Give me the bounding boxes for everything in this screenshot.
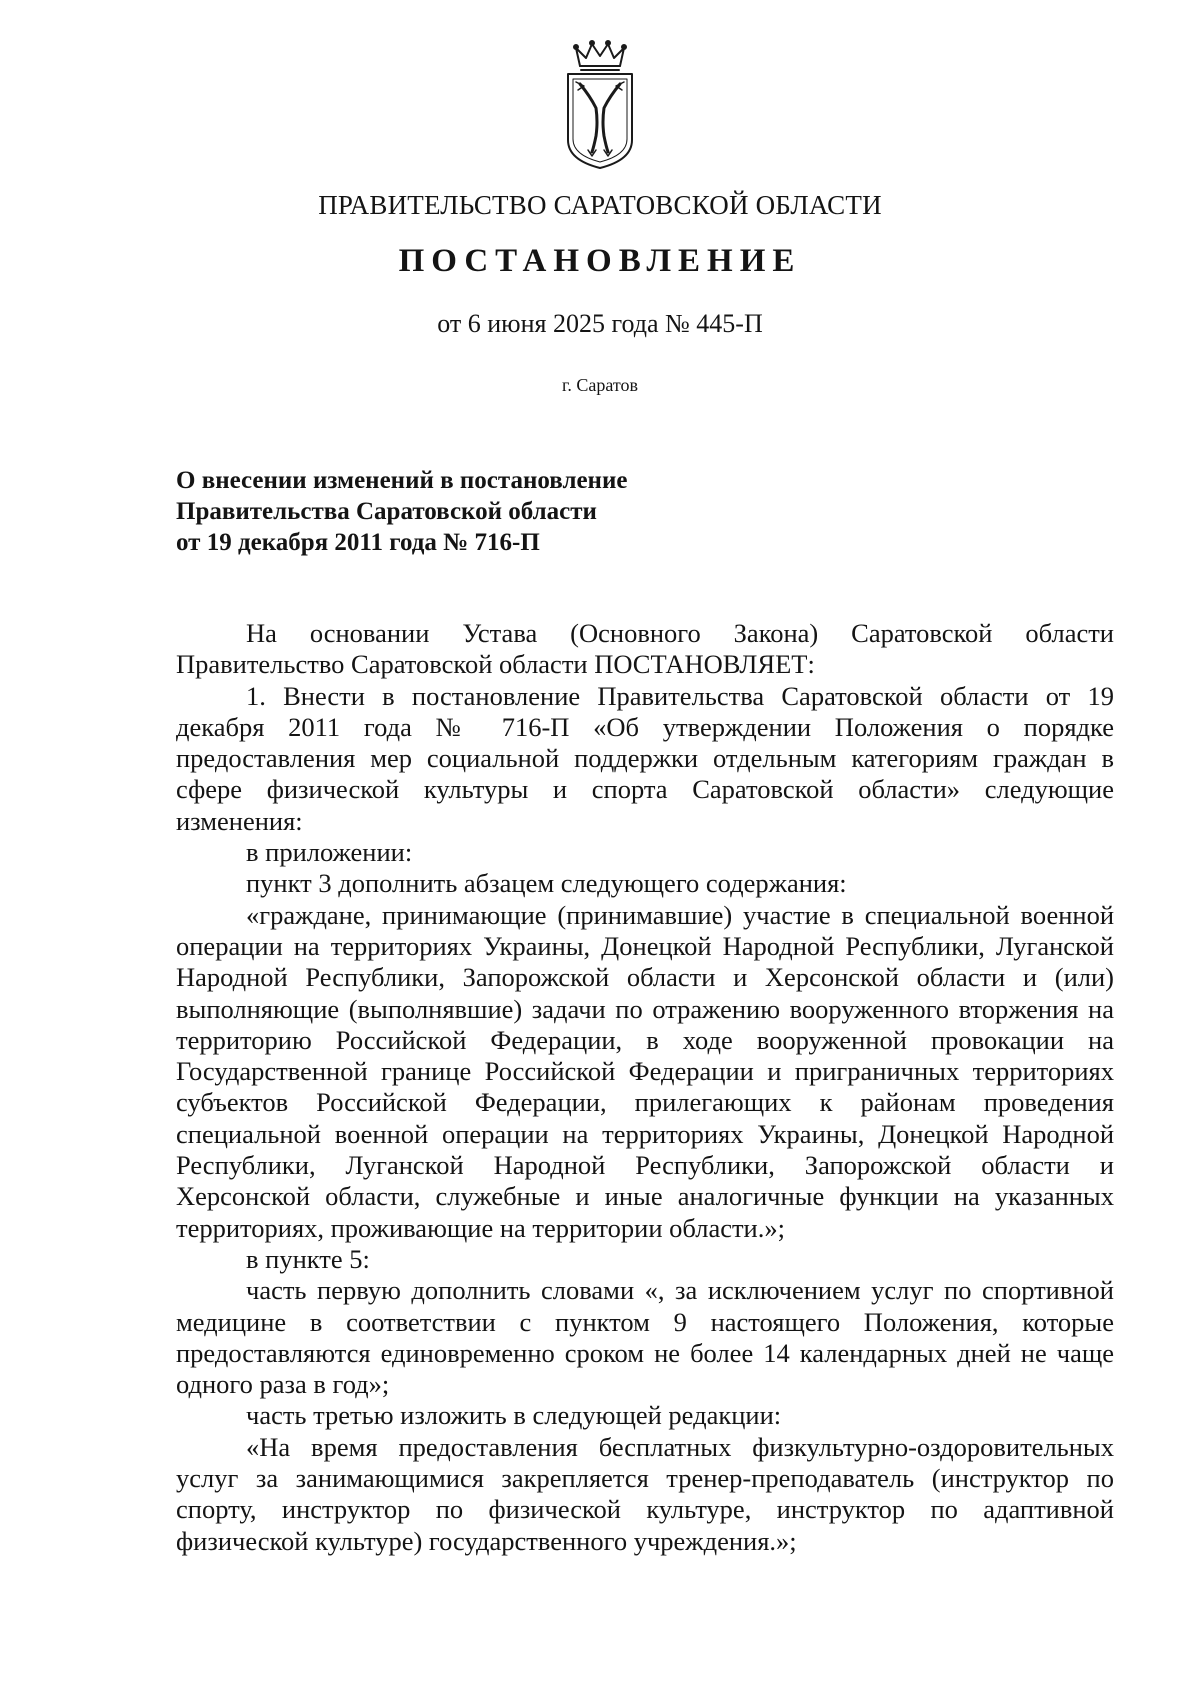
title-line: Правительства Саратовской области [176,498,597,525]
title-line: от 19 декабря 2011 года № 716-П [176,529,540,556]
body-paragraph: На основании Устава (Основного Закона) Саратовской области Правительство Саратовской области ПОСТАНОВЛЯЕТ: [176,618,1114,680]
body-paragraph: пункт 3 дополнить абзацем следующего содержания: [246,868,847,899]
document-city: г. Саратов [562,375,638,395]
saratov-coat-of-arms-icon [562,40,638,170]
body-paragraph: в приложении: [246,837,413,868]
body-paragraph: часть третью изложить в следующей редакции: [246,1400,782,1431]
document-type: ПОСТАНОВЛЕНИЕ [398,243,802,279]
body-paragraph: 1. Внести в постановление Правительства Саратовской области от 19 декабря 2011 года № 716-П «Об утверждении Положения о порядке предоставления мер социальной поддержки отдельным категориям граждан в сфере физической культуры и спорта Саратовской области» следующие изменения: [176,680,1114,836]
body-paragraph: часть первую дополнить словами «, за исключением услуг по спортивной медицине в соответствии с пунктом 9 настоящего Положения, которые предоставляются единовременно сроком не более 14 календарных дней не чаще одного раза в год»; [176,1275,1114,1400]
body-paragraph: «На время предоставления бесплатных физкультурно-оздоровительных услуг за занимающимися закрепляется тренер-преподаватель (инструктор по спорту, инструктор по физической культуре, инструктор по адаптивной физической культуре) государственного учреждения.»; [176,1431,1114,1556]
document-title [176,465,776,558]
document-body [176,618,1114,1557]
title-line: О внесении изменений в постановление [176,467,628,494]
body-paragraph: «граждане, принимающие (принимавшие) участие в специальной военной операции на территориях Украины, Донецкой Народной Республики, Луганской Народной Республики, Запорожской области и Херсонской области и (или) выполняющие (выполнявшие) задачи по отражению вооруженного вторжения на территорию Российской Федерации, в ходе вооруженной провокации на Государственной границе Российской Федерации и приграничных территориях субъектов Российской Федерации, прилегающих к районам проведения специальной военной операции на территориях Украины, Донецкой Народной Республики, Луганской Народной Республики, Запорожской области и Херсонской области, служебные и иные аналогичные функции на указанных территориях, проживающие на территории области.»; [176,899,1114,1243]
body-paragraph: в пункте 5: [246,1243,370,1274]
government-name: ПРАВИТЕЛЬСТВО САРАТОВСКОЙ ОБЛАСТИ [318,190,882,220]
document-date-number: от 6 июня 2025 года № 445-П [437,309,763,338]
